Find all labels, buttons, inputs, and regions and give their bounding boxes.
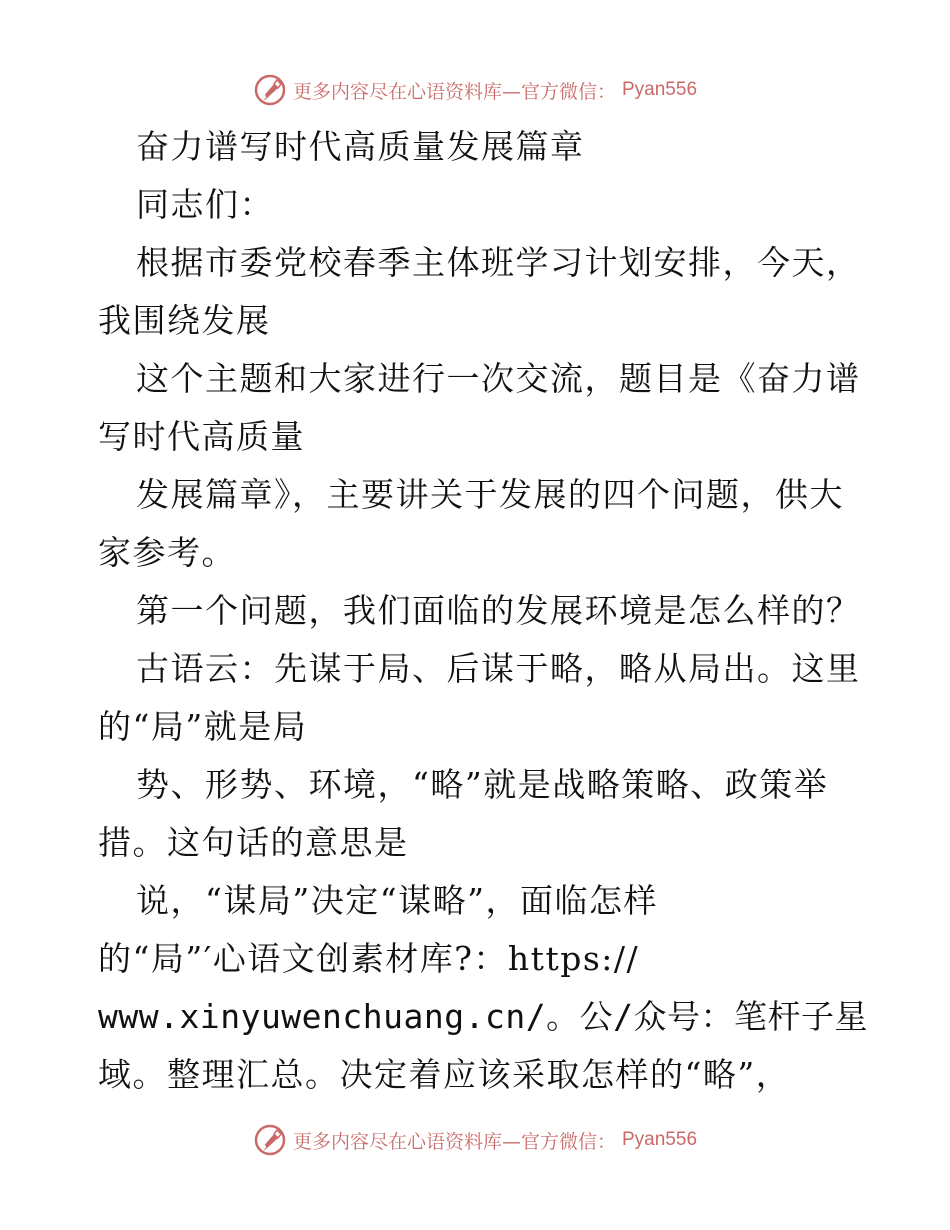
pen-nib-logo-icon [253, 73, 287, 107]
banner-text: 更多内容尽在心语资料库—官方微信： [292, 80, 616, 103]
paragraph-line: 域。整理汇总。决定着应该采取怎样的“略”， [98, 1055, 791, 1094]
paragraph-line: 根据市委党校春季主体班学习计划安排，今天， [136, 243, 861, 282]
salutation: 同志们： [136, 185, 274, 224]
banner-text: 更多内容尽在心语资料库—官方微信： [292, 1130, 616, 1153]
paragraph-line: 的“局”′心语文创素材库?：https:// [98, 939, 640, 978]
paragraph-line: 势、形势、环境，“略”就是战略策略、政策举 [136, 765, 829, 804]
paragraph-line: 说，“谋局”决定“谋略”，面临怎样 [136, 881, 658, 920]
document-body [98, 118, 868, 1104]
paragraph-line: 古语云：先谋于局、后谋于略，略从局出。这里 [136, 649, 861, 688]
paragraph-line: 家参考。 [98, 533, 236, 572]
paragraph-line: 的“局”就是局 [98, 707, 308, 746]
banner-wechat-handle: Pyan556 [622, 1129, 698, 1150]
paragraph-line: 我围绕发展 [98, 301, 271, 340]
paragraph-line: 写时代高质量 [98, 417, 305, 456]
url-line: www.xinyuwenchuang.cn/。公/众号：笔杆子星 [98, 997, 868, 1036]
document-title: 奋力谱写时代高质量发展篇章 [136, 127, 585, 166]
banner-wechat-handle: Pyan556 [622, 79, 698, 100]
paragraph-line: 发展篇章》，主要讲关于发展的四个问题，供大 [136, 475, 844, 514]
section-heading-line: 第一个问题，我们面临的发展环境是怎么样的？ [136, 591, 861, 630]
header-banner [0, 70, 950, 110]
footer-banner [0, 1120, 950, 1160]
pen-nib-logo-icon [253, 1123, 287, 1157]
paragraph-line: 这个主题和大家进行一次交流，题目是《奋力谱 [136, 359, 861, 398]
paragraph-line: 措。这句话的意思是 [98, 823, 409, 862]
